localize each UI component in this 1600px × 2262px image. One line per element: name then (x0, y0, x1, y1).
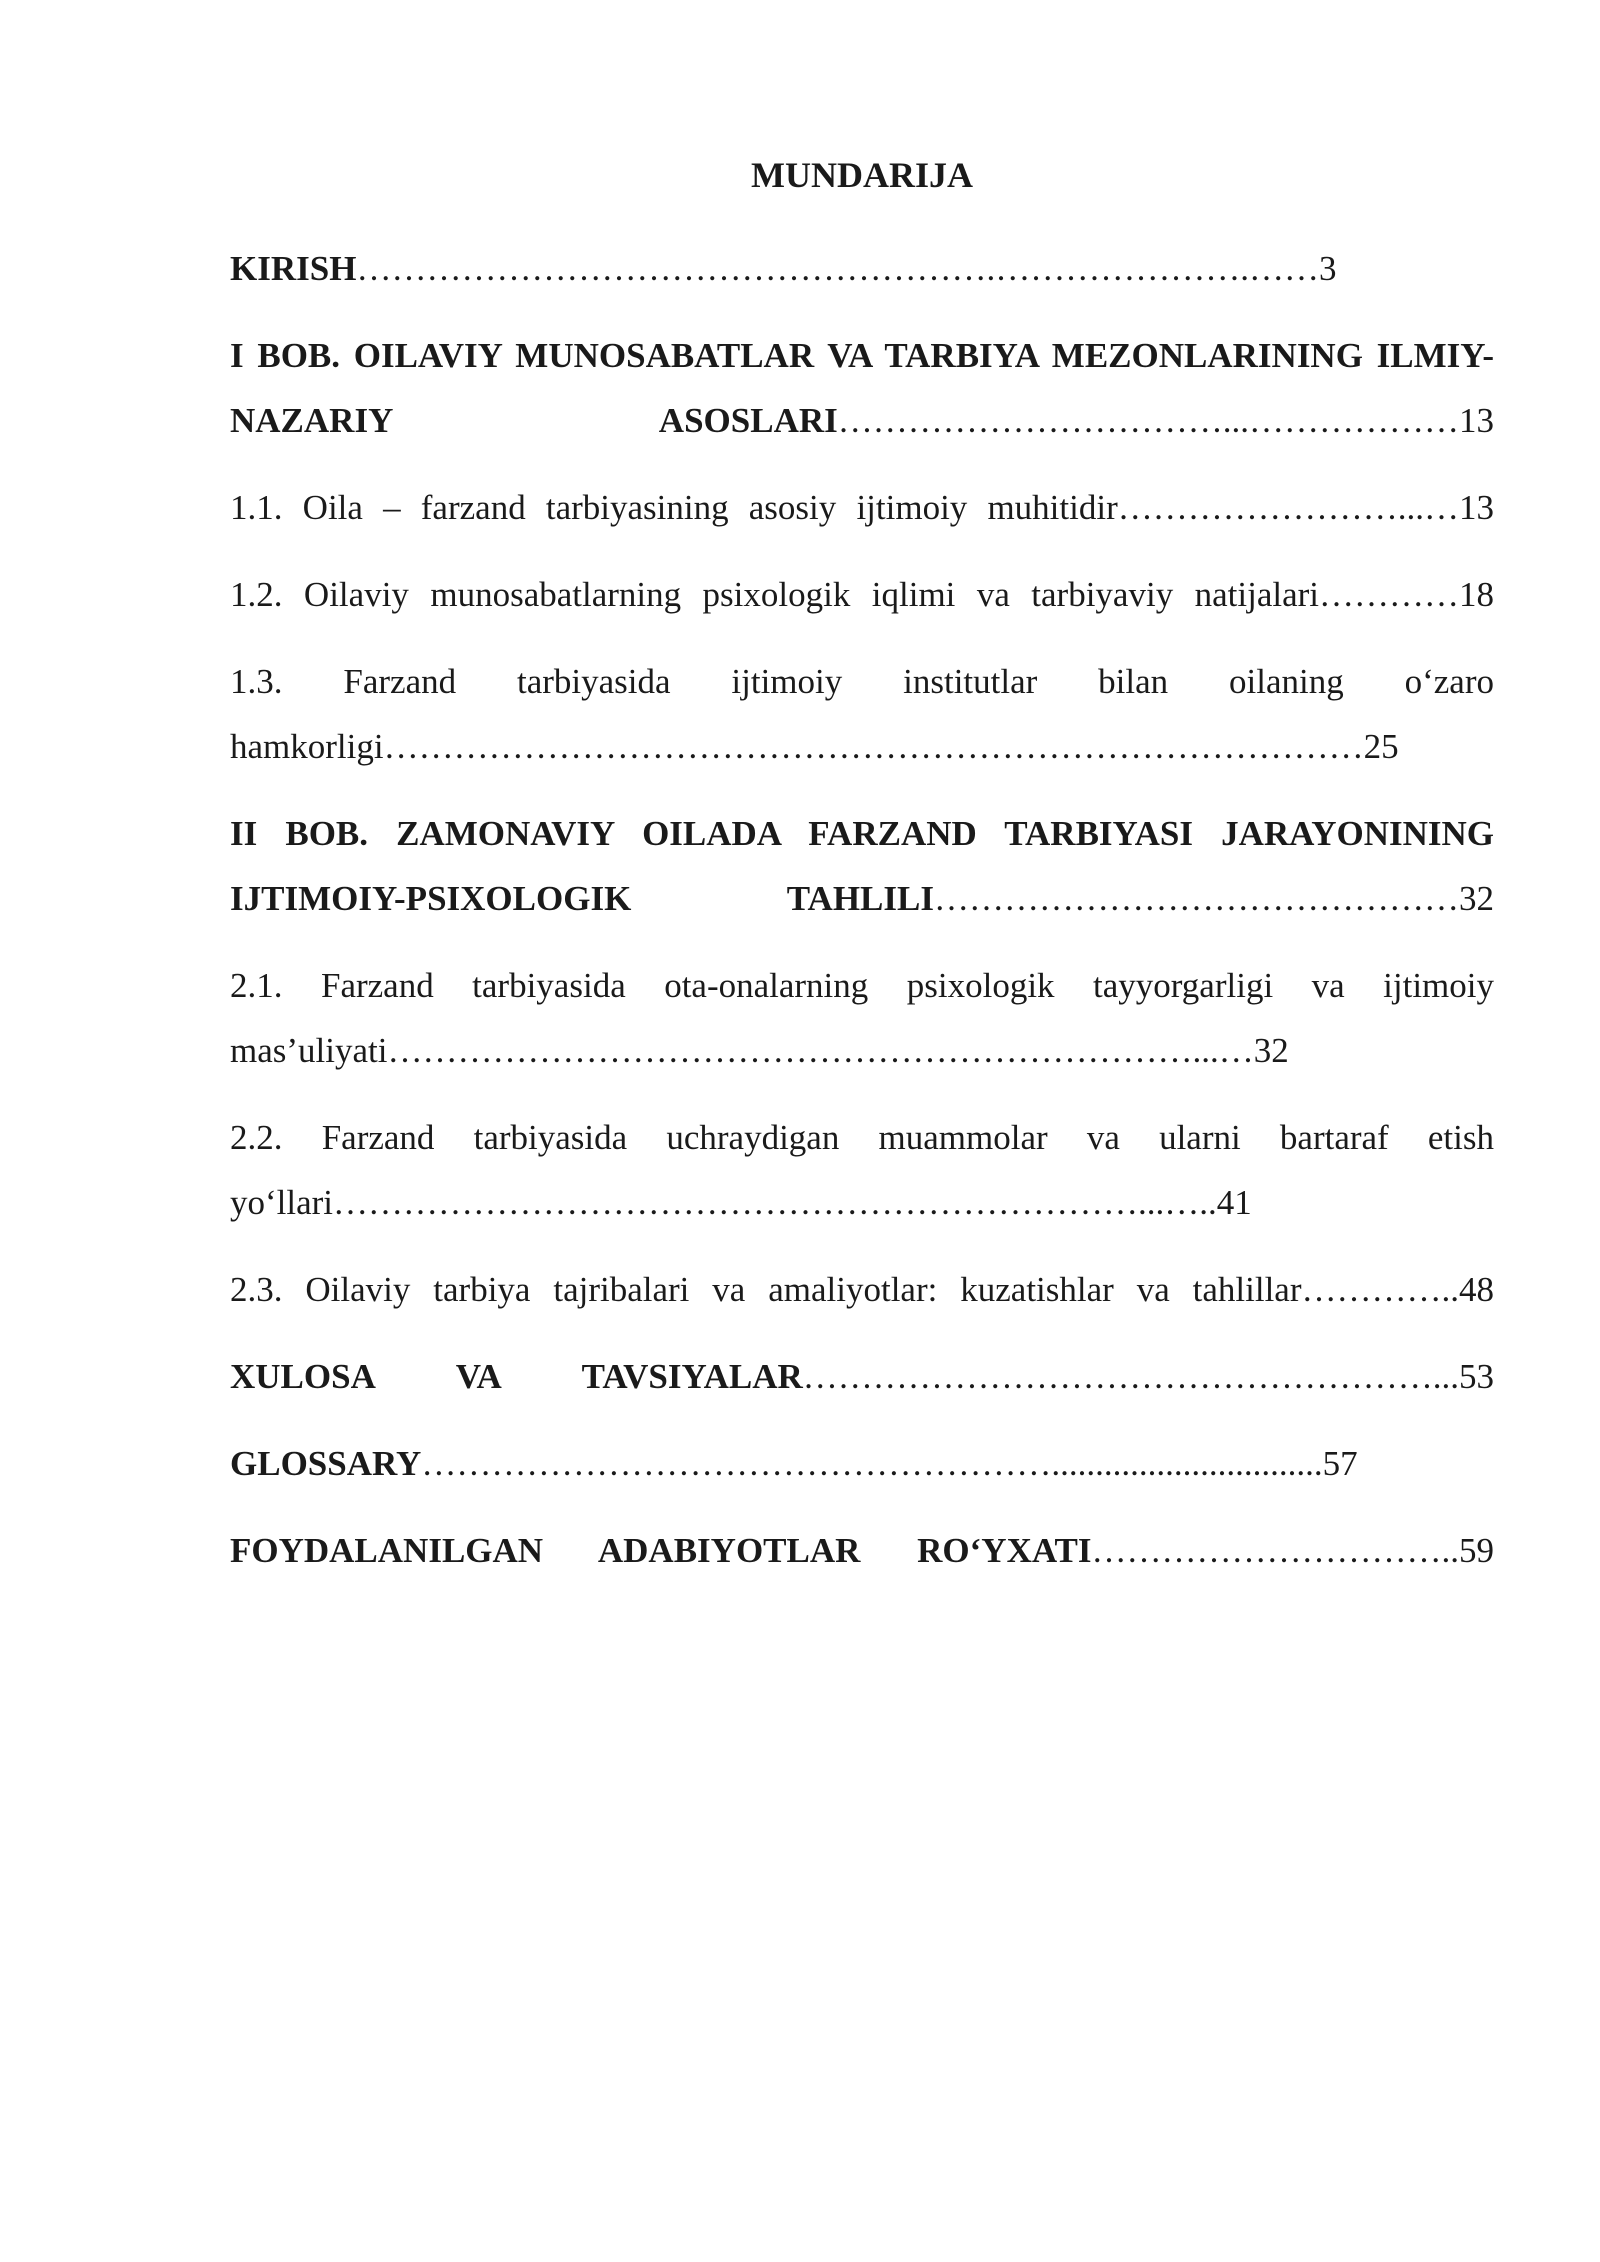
toc-page-number: 32 (1253, 1031, 1289, 1070)
toc-entry-section-1-3 (230, 649, 1494, 779)
toc-leader-dots: ………… (1319, 575, 1459, 614)
toc-leader-dots: ……………………………………………………………...…. (333, 1183, 1209, 1222)
toc-page-number: 13 (1459, 401, 1494, 440)
page-title: MUNDARIJA (751, 155, 973, 195)
toc-entry-label: GLOSSARY (230, 1444, 422, 1483)
toc-page-number: 48 (1459, 1270, 1494, 1309)
toc-entry-glossary (230, 1431, 1494, 1496)
toc-entry-label: 1.1. Oila – farzand tarbiyasining asosiy ijtimoiy muhitidir (230, 488, 1118, 527)
toc-entry-label: KIRISH (230, 249, 357, 288)
toc-leader-dots: ……………………………...……………… (837, 401, 1459, 440)
toc-entry-label: 2.3. Oilaviy tarbiya tajribalari va amaliyotlar: kuzatishlar va tahlillar (230, 1270, 1302, 1309)
toc-entry-section-1-1 (230, 475, 1494, 540)
toc-entry-section-2-1 (230, 953, 1494, 1083)
toc-page-number: .41 (1208, 1183, 1252, 1222)
toc-entry-section-2-3 (230, 1257, 1494, 1322)
toc-entry-kirish (230, 236, 1494, 301)
toc-entry-section-1-2 (230, 562, 1494, 627)
toc-entry-chapter-2 (230, 801, 1494, 931)
toc-entry-label: 1.2. Oilaviy munosabatlarning psixologik iqlimi va tarbiyaviy natijalari (230, 575, 1319, 614)
toc-leader-dots: ……………………...… (1117, 488, 1459, 527)
toc-page-number: 32 (1459, 879, 1494, 918)
toc-page-number: 25 (1363, 727, 1399, 766)
toc-entry-label: 2.1. Farzand tarbiyasida ota-onalarning psixologik tayyorgarligi va ijtimoiy mas’uliyati (230, 966, 1494, 1070)
toc-entry-label: FOYDALANILGAN ADABIYOTLAR RO‘YXATI (230, 1531, 1092, 1570)
toc-entry-label: 2.2. Farzand tarbiyasida uchraydigan muammolar va ularni bartaraf etish yo‘llari (230, 1118, 1494, 1222)
toc-page-number: 18 (1459, 575, 1494, 614)
toc-leader-dots: ………………………….. (1091, 1531, 1459, 1570)
toc-leader-dots: ……………………………………………………………...… (387, 1031, 1254, 1070)
toc-leader-dots: ………………………………………………………………………… (383, 727, 1364, 766)
toc-leader-dots: ………………………………………………... (802, 1357, 1459, 1396)
toc-page-number: 3 (1318, 249, 1337, 288)
toc-leader-dots: ………….. (1301, 1270, 1459, 1309)
toc-leader-dots: ……………………………………… (934, 879, 1459, 918)
toc-entry-label: II BOB. ZAMONAVIY OILADA FARZAND TARBIYASI JARAYONINING IJTIMOIY-PSIXOLOGIK TAHLILI (230, 814, 1494, 918)
toc-entry-label: XULOSA VA TAVSIYALAR (230, 1357, 803, 1396)
toc-entry-label: 1.3. Farzand tarbiyasida ijtimoiy institutlar bilan oilaning o‘zaro hamkorligi (230, 662, 1494, 766)
toc-entry-label: I BOB. OILAVIY MUNOSABATLAR VA TARBIYA MEZONLARINING ILMIY-NAZARIY ASOSLARI (230, 336, 1494, 440)
toc-entry-section-2-2 (230, 1105, 1494, 1235)
toc-entry-chapter-1 (230, 323, 1494, 453)
table-of-contents (230, 150, 1494, 1605)
toc-page-number: 57 (1322, 1444, 1358, 1483)
toc-page-number: 53 (1459, 1357, 1494, 1396)
toc-entry-references (230, 1518, 1494, 1583)
toc-leader-dots: ……………………………………………….………………….…… (356, 249, 1319, 288)
toc-page-number: 59 (1459, 1531, 1494, 1570)
toc-leader-dots: ………………………………………………............................... (421, 1444, 1323, 1483)
toc-entry-xulosa (230, 1344, 1494, 1409)
toc-page-number: 13 (1459, 488, 1494, 527)
